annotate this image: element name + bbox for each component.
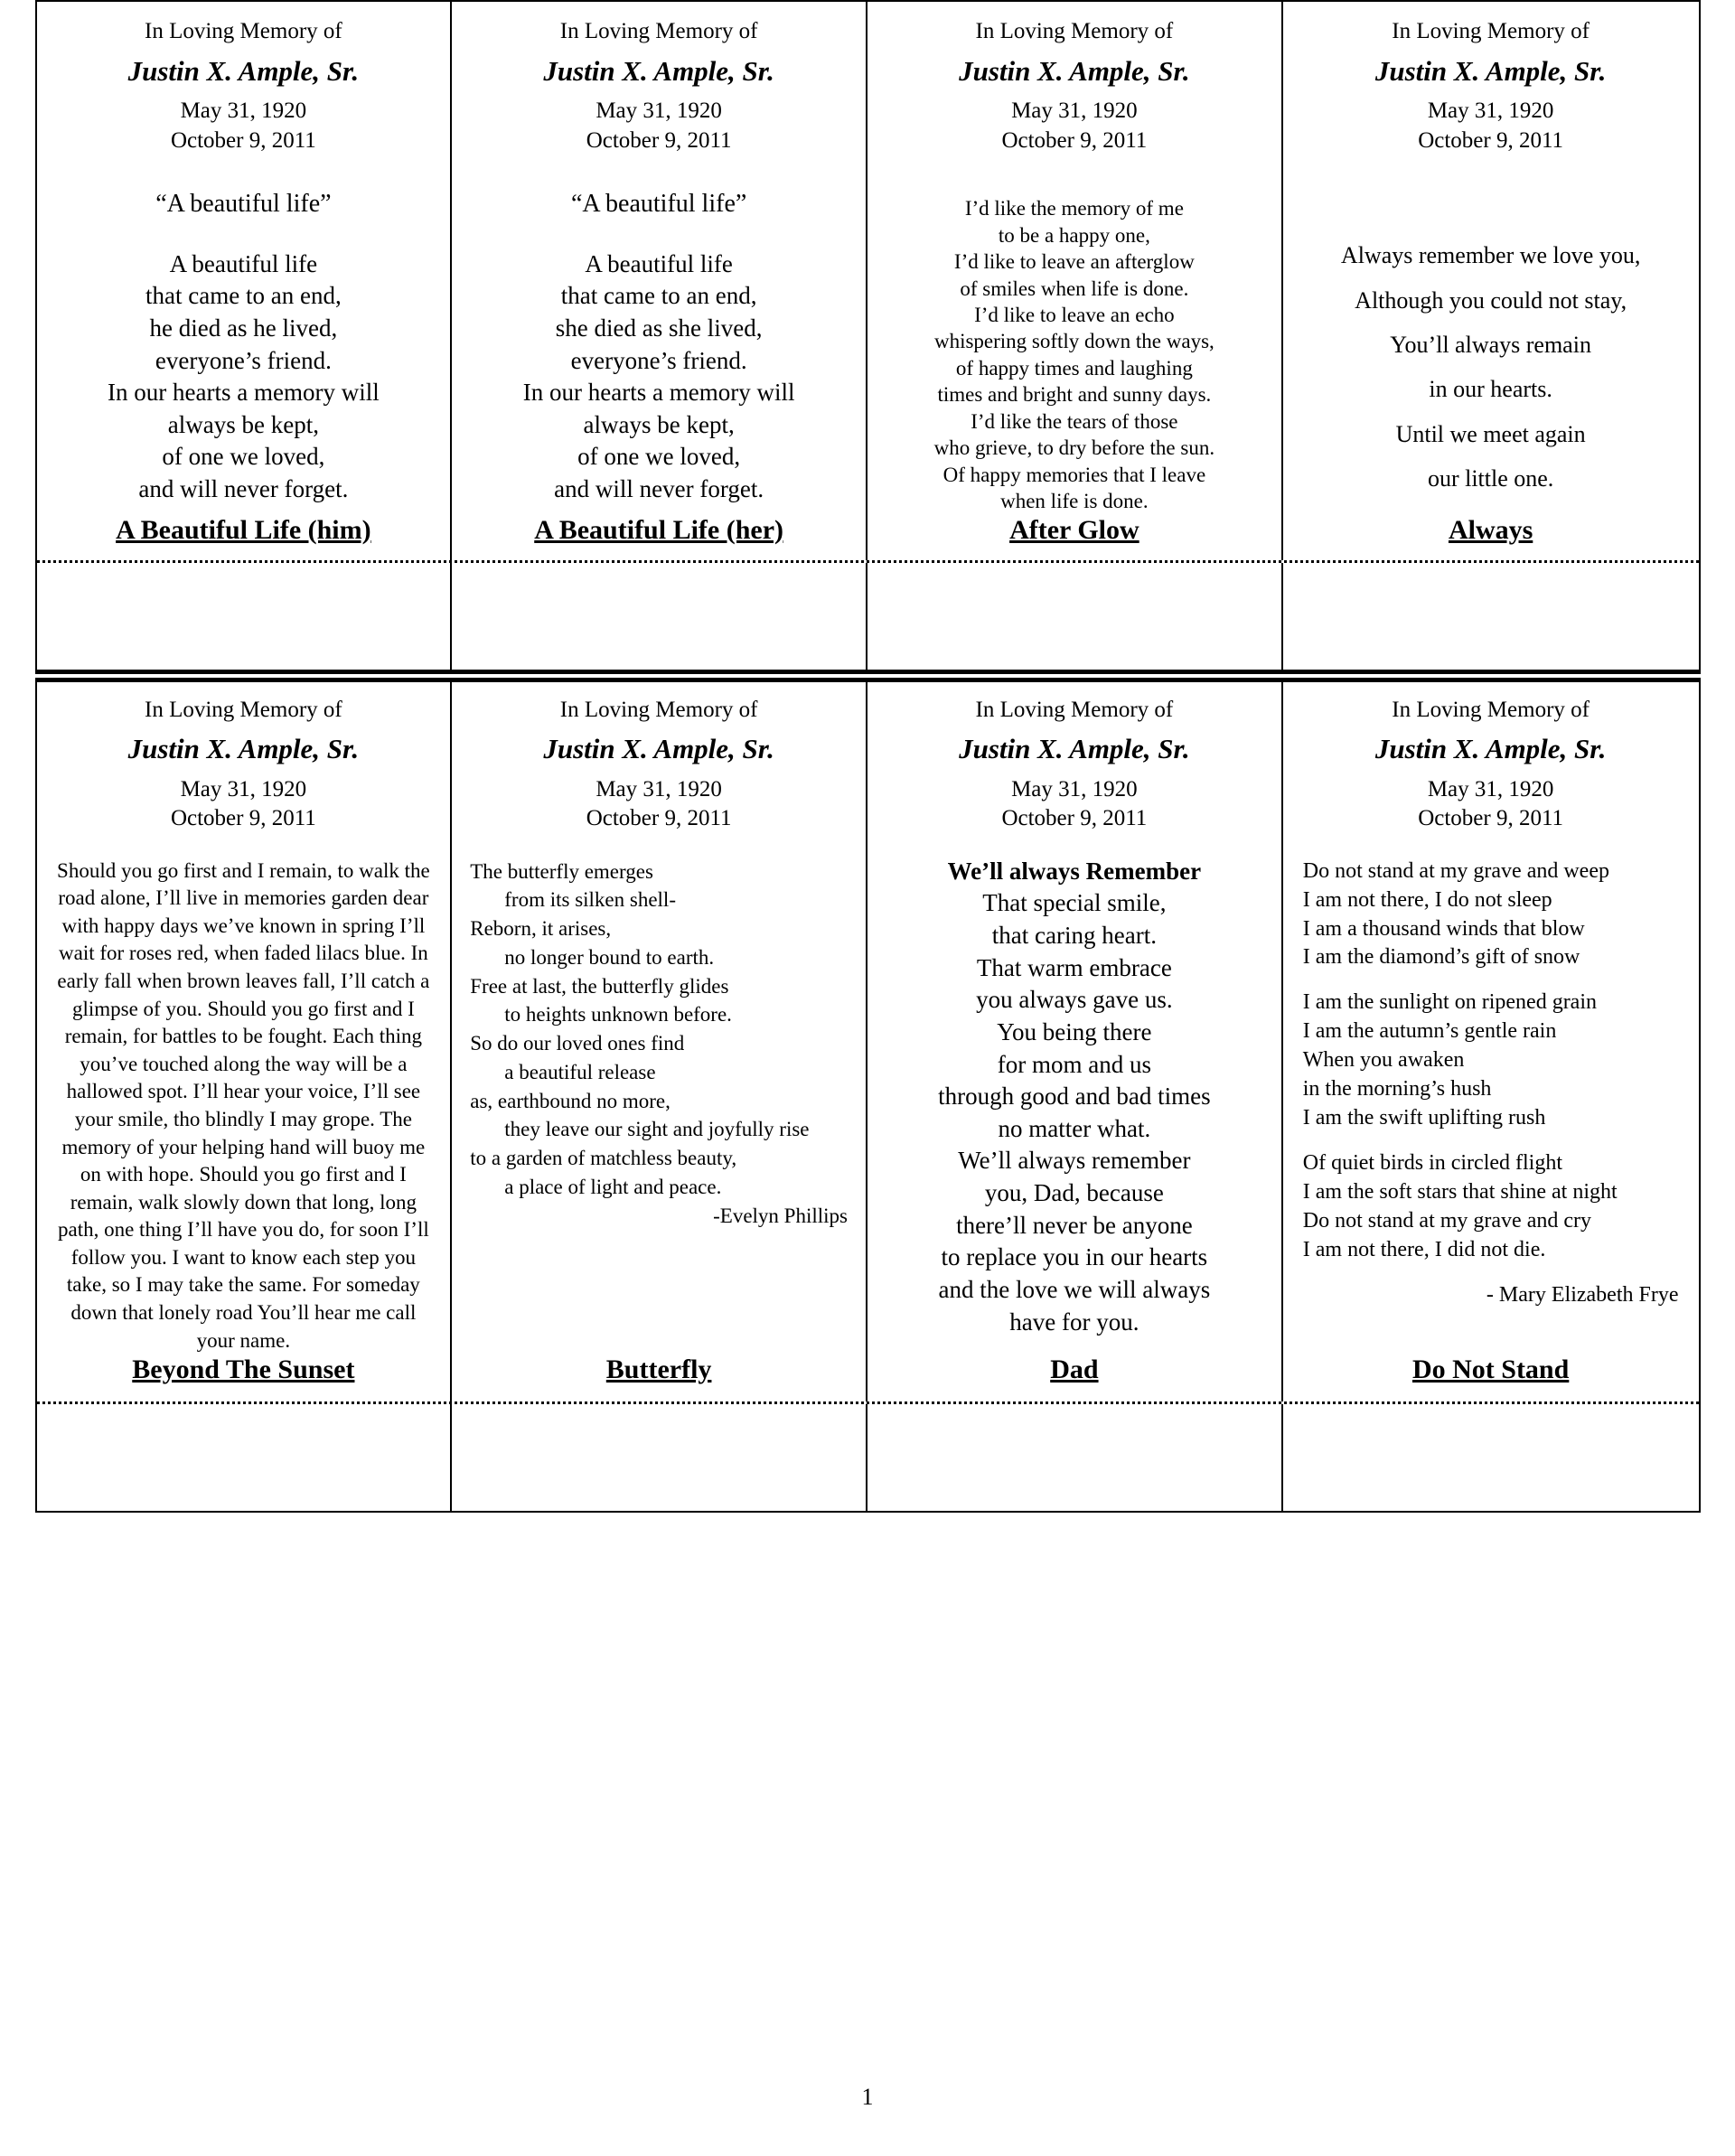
life-dates xyxy=(52,775,436,834)
death-date: October 9, 2011 xyxy=(170,806,316,831)
verse-line: everyone’s friend. xyxy=(155,346,332,374)
life-dates xyxy=(1298,775,1684,834)
verse-line: who grieve, to dry before the sun. xyxy=(933,436,1215,460)
verse-line: A beautiful life xyxy=(169,249,318,277)
verse-line: I am a thousand winds that blow xyxy=(1302,916,1585,941)
verse-line: I’d like the tears of those xyxy=(971,409,1178,433)
verse-line: have for you. xyxy=(1009,1308,1139,1336)
verse-attribution: -Evelyn Phillips xyxy=(713,1204,848,1227)
verse-line: our little one. xyxy=(1427,465,1554,492)
verse-line: I’d like to leave an afterglow xyxy=(953,250,1195,274)
verse-line: and will never forget. xyxy=(138,475,349,503)
fold-cell xyxy=(1283,563,1699,670)
card-body xyxy=(452,682,866,1355)
memorial-card xyxy=(1283,2,1699,560)
fold-cell xyxy=(1283,1404,1699,1511)
verse-line: Do not stand at my grave and weep xyxy=(1302,858,1609,883)
card-body xyxy=(868,2,1281,515)
memorial-card xyxy=(37,2,453,560)
verse-line: to a garden of matchless beauty, xyxy=(470,1147,737,1170)
birth-date: May 31, 1920 xyxy=(1427,98,1554,124)
verse-line: as, earthbound no more, xyxy=(470,1089,671,1112)
memory-line: In Loving Memory of xyxy=(975,19,1174,43)
verse-line: When you awaken xyxy=(1302,1048,1465,1073)
verse-line: In our hearts a memory will xyxy=(108,379,380,407)
verse-line: to replace you in our hearts xyxy=(941,1243,1208,1271)
verse-line: You’ll always remain xyxy=(1390,332,1591,359)
deceased-name: Justin X. Ample, Sr. xyxy=(959,54,1190,87)
verse-line: they leave our sight and joyfully rise xyxy=(504,1118,810,1141)
verse-line: Always remember we love you, xyxy=(1340,242,1641,269)
verse-line: a beautiful release xyxy=(504,1060,656,1083)
verse-line: of one we loved, xyxy=(577,443,741,471)
birth-date: May 31, 1920 xyxy=(180,98,307,124)
verse-line: for mom and us xyxy=(997,1050,1151,1078)
verse-line: The butterfly emerges xyxy=(470,859,653,883)
fold-cell xyxy=(37,1404,453,1511)
verse-line: you, Dad, because xyxy=(984,1179,1164,1206)
card-verse xyxy=(882,856,1267,1338)
card-verse xyxy=(1298,233,1684,501)
card-quote: “A beautiful life” xyxy=(155,190,332,219)
card-block-bottom xyxy=(35,680,1701,1514)
fold-cell xyxy=(37,563,453,670)
verse-line: to heights unknown before. xyxy=(504,1003,732,1026)
verse-line: of one we loved, xyxy=(162,443,325,471)
verse-line: that came to an end, xyxy=(560,282,757,310)
verse-line: I am not there, I do not sleep xyxy=(1302,887,1552,912)
verse-line: no longer bound to earth. xyxy=(504,945,715,969)
card-fold-area xyxy=(37,1404,1699,1511)
verse-line: Of quiet birds in circled flight xyxy=(1302,1150,1563,1175)
birth-date: May 31, 1920 xyxy=(596,98,722,124)
card-title: After Glow xyxy=(1009,514,1139,545)
life-dates xyxy=(466,775,851,834)
verse-line: from its silken shell- xyxy=(504,888,676,912)
verse-line: A beautiful life xyxy=(585,249,733,277)
card-body xyxy=(37,682,451,1355)
fold-cell xyxy=(452,1404,868,1511)
fold-cell xyxy=(868,1404,1283,1511)
deceased-name: Justin X. Ample, Sr. xyxy=(127,54,360,87)
verse-line: So do our loved ones find xyxy=(470,1032,685,1055)
death-date: October 9, 2011 xyxy=(586,806,732,831)
verse-line: that came to an end, xyxy=(145,282,342,310)
verse-line: I am the autumn’s gentle rain xyxy=(1302,1019,1557,1044)
verse-heading: We’ll always Remember xyxy=(947,857,1202,885)
card-block-top xyxy=(35,0,1701,671)
deceased-name: Justin X. Ample, Sr. xyxy=(1374,54,1607,87)
card-body xyxy=(452,2,866,515)
memory-line: In Loving Memory of xyxy=(975,697,1174,722)
memorial-card xyxy=(452,682,868,1402)
memorial-card xyxy=(1283,682,1699,1402)
verse-line: of smiles when life is done. xyxy=(960,277,1189,300)
memorial-card xyxy=(37,682,453,1402)
verse-line: Until we meet again xyxy=(1395,420,1586,447)
verse-line: You being there xyxy=(997,1017,1152,1045)
fold-cell xyxy=(452,563,868,670)
deceased-name: Justin X. Ample, Sr. xyxy=(1374,733,1607,764)
verse-line: when life is done. xyxy=(1000,490,1149,513)
block-separator xyxy=(35,671,1701,680)
card-title: A Beautiful Life (her) xyxy=(534,514,784,545)
verse-line: I am the swift uplifting rush xyxy=(1302,1106,1546,1130)
verse-line: in our hearts. xyxy=(1429,376,1552,403)
fold-cell xyxy=(868,563,1283,670)
verse-stanza xyxy=(1303,1149,1684,1265)
verse-line: always be kept, xyxy=(583,410,735,438)
cards-row-top xyxy=(37,2,1699,560)
verse-line: I am the diamond’s gift of snow xyxy=(1302,945,1580,970)
page-number: 1 xyxy=(861,2084,874,2110)
card-title: A Beautiful Life (him) xyxy=(116,514,371,545)
deceased-name: Justin X. Ample, Sr. xyxy=(543,54,774,87)
birth-date: May 31, 1920 xyxy=(1427,776,1554,801)
verse-line: times and bright and sunny days. xyxy=(937,383,1212,407)
deceased-name: Justin X. Ample, Sr. xyxy=(127,733,360,764)
memorial-card xyxy=(868,682,1283,1402)
verse-line: That special smile, xyxy=(982,889,1167,917)
verse-line: I am the sunlight on ripened grain xyxy=(1302,990,1598,1015)
card-fold-area xyxy=(37,563,1699,670)
verse-line: always be kept, xyxy=(167,410,319,438)
memorial-card xyxy=(452,2,868,560)
verse-line: and will never forget. xyxy=(554,475,764,503)
verse-line: Reborn, it arises, xyxy=(470,917,612,941)
verse-line: In our hearts a memory will xyxy=(522,379,795,407)
card-body xyxy=(868,682,1281,1355)
card-title: Always xyxy=(1448,514,1533,545)
verse-line: through good and bad times xyxy=(938,1083,1211,1111)
verse-line: whispering softly down the ways, xyxy=(933,330,1214,353)
verse-line: Of happy memories that I leave xyxy=(943,463,1206,486)
verse-attribution: - Mary Elizabeth Frye xyxy=(1486,1282,1679,1307)
deceased-name: Justin X. Ample, Sr. xyxy=(959,733,1190,764)
verse-line: in the morning’s hush xyxy=(1302,1077,1492,1101)
card-title: Butterfly xyxy=(605,1355,712,1385)
verse-line: he died as he lived, xyxy=(149,314,338,342)
life-dates xyxy=(882,97,1267,155)
verse-line: to be a happy one, xyxy=(998,223,1150,247)
verse-line: I am the soft stars that shine at night xyxy=(1302,1179,1618,1204)
verse-line: everyone’s friend. xyxy=(570,346,747,374)
card-body xyxy=(1283,2,1699,515)
birth-date: May 31, 1920 xyxy=(1011,98,1138,124)
verse-line: I’d like to leave an echo xyxy=(974,304,1175,326)
deceased-name: Justin X. Ample, Sr. xyxy=(543,733,774,764)
death-date: October 9, 2011 xyxy=(1418,806,1564,831)
card-body xyxy=(37,2,451,515)
memory-line: In Loving Memory of xyxy=(559,697,758,722)
death-date: October 9, 2011 xyxy=(1001,127,1148,153)
card-quote: “A beautiful life” xyxy=(570,190,747,219)
verse-line: of happy times and laughing xyxy=(955,356,1193,380)
verse-line: I am not there, I did not die. xyxy=(1302,1237,1546,1261)
memorial-card xyxy=(868,2,1283,560)
card-body xyxy=(1283,682,1699,1355)
life-dates xyxy=(466,97,851,155)
verse-line: that caring heart. xyxy=(991,922,1157,949)
card-title: Dad xyxy=(1050,1355,1099,1385)
memory-line: In Loving Memory of xyxy=(559,19,758,43)
card-verse xyxy=(882,195,1267,514)
verse-line: there’ll never be anyone xyxy=(956,1211,1193,1239)
verse-line: a place of light and peace. xyxy=(504,1175,722,1198)
verse-line: Do not stand at my grave and cry xyxy=(1302,1208,1591,1233)
memory-line: In Loving Memory of xyxy=(1392,19,1590,43)
verse-line: Free at last, the butterfly glides xyxy=(470,974,729,998)
verse-line: and the love we will always xyxy=(938,1275,1211,1303)
death-date: October 9, 2011 xyxy=(1418,127,1564,153)
birth-date: May 31, 1920 xyxy=(1011,776,1138,801)
birth-date: May 31, 1920 xyxy=(180,776,307,801)
verse-line: That warm embrace xyxy=(976,953,1172,981)
life-dates xyxy=(882,775,1267,834)
cards-row-bottom xyxy=(37,682,1699,1402)
verse-line: We’ll always remember xyxy=(958,1147,1191,1175)
life-dates xyxy=(52,97,436,155)
verse-stanza xyxy=(1303,858,1684,973)
verse-line: she died as she lived, xyxy=(555,314,763,342)
verse-line: you always gave us. xyxy=(976,986,1173,1014)
memory-line: In Loving Memory of xyxy=(145,19,342,43)
card-verse xyxy=(466,248,851,506)
memory-line: In Loving Memory of xyxy=(145,697,342,722)
verse-line: I’d like the memory of me xyxy=(964,197,1184,220)
card-verse xyxy=(466,858,851,1231)
birth-date: May 31, 1920 xyxy=(596,776,722,801)
card-verse xyxy=(52,248,436,506)
life-dates xyxy=(1298,97,1684,155)
card-title: Do Not Stand xyxy=(1411,1355,1570,1385)
death-date: October 9, 2011 xyxy=(1001,806,1148,831)
verse-stanza xyxy=(1303,989,1684,1133)
card-title: Beyond The Sunset xyxy=(132,1355,355,1385)
card-paragraph: Should you go first and I remain, to walk the road alone, I’ll live in memories garden dear with happy days we’ve known in spring I’ll wait for roses red, when faded lilacs blue. In early fall when brown leaves fall, I’ll catch a glimpse of you. Should you go first and I remain, for battles to be fought. Each thing you’ve touched along the way will be a hallowed spot. I’ll hear your voice, I’ll see your smile, tho blindly I may grope. The memory of your helping hand will buoy me on with hope. Should you go first and I remain, walk slowly down that long, long path, one thing I’ll have you do, for soon I’ll follow you. I want to know each step you take, so I may take the same. For someday down that lonely road You’ll hear me call your name. xyxy=(57,858,430,1352)
verse-line: no matter what. xyxy=(998,1114,1151,1142)
verse-line: Although you could not stay, xyxy=(1355,286,1627,314)
death-date: October 9, 2011 xyxy=(170,127,316,153)
memory-line: In Loving Memory of xyxy=(1392,697,1590,722)
card-stanzas xyxy=(1298,858,1684,1310)
death-date: October 9, 2011 xyxy=(586,127,732,153)
